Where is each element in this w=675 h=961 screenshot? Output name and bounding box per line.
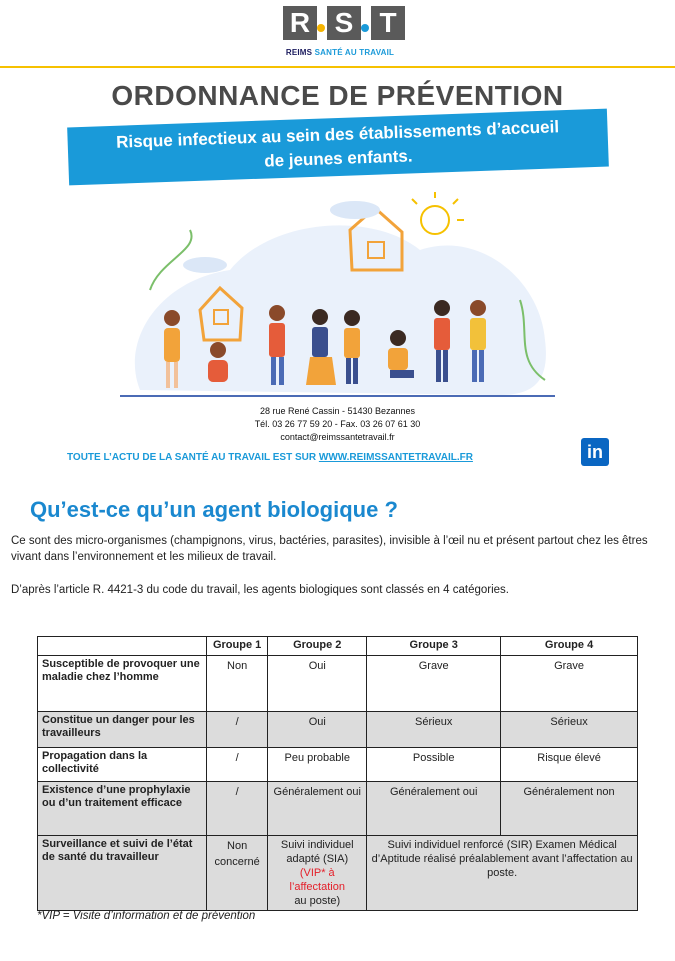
contact-address <box>0 405 675 444</box>
address-line: 28 rue René Cassin - 51430 Bezannes <box>259 406 416 416</box>
table-cell: Non <box>207 656 268 712</box>
table-cell: Grave <box>501 656 638 712</box>
table-cell: / <box>207 782 268 836</box>
table-cell: Oui <box>268 712 367 748</box>
table-cell: / <box>207 712 268 748</box>
table-row <box>38 712 638 748</box>
table-cell: Suivi individuel adapté (SIA) (VIP* à l’affectation au poste) <box>268 836 367 911</box>
page-title: ORDONNANCE DE PRÉVENTION <box>111 80 564 111</box>
table-row <box>38 748 638 782</box>
row-header: Susceptible de provoquer une maladie chez l’homme <box>38 656 207 712</box>
banner-line-1: Risque infectieux au sein des établissements d’accueil <box>115 117 560 152</box>
row-header: Propagation dans la collectivité <box>38 748 207 782</box>
table-header-cell: Groupe 3 <box>367 637 501 656</box>
logo-dot-icon <box>317 24 325 32</box>
table-cell: Risque élevé <box>501 748 638 782</box>
row-header: Surveillance et suivi de l’état de santé du travailleur <box>38 836 207 911</box>
table-row <box>38 656 638 712</box>
table-cell: Oui <box>268 656 367 712</box>
table-header-row <box>38 637 638 656</box>
children-illustration <box>120 190 555 400</box>
table-cell: Généralement non <box>501 782 638 836</box>
section-title: Qu’est-ce qu’un agent biologique ? <box>30 497 398 522</box>
table-cell: / <box>207 748 268 782</box>
table-cell: Sérieux <box>501 712 638 748</box>
phone-fax-line: Tél. 03 26 77 59 20 - Fax. 03 26 07 61 30 <box>254 419 421 429</box>
rst-logo <box>283 6 415 40</box>
biological-agents-table <box>37 636 638 911</box>
row-header: Existence d’une prophylaxie ou d’un traitement efficace <box>38 782 207 836</box>
table-cell: Généralement oui <box>367 782 501 836</box>
logo-subtitle: REIMS SANTÉ AU TRAVAIL <box>285 48 395 57</box>
definition-paragraph: Ce sont des micro-organismes (champignons, virus, bactéries, parasites), invisible à l’œil nu et présent partout chez les êtres vivant dans l’environnement et les milieux de travail. <box>11 535 648 563</box>
table-cell: Non concerné <box>207 836 268 911</box>
logo-dot-icon <box>361 24 369 32</box>
table-header-cell: Groupe 4 <box>501 637 638 656</box>
table-cell: Grave <box>367 656 501 712</box>
news-banner: TOUTE L’ACTU DE LA SANTÉ AU TRAVAIL EST SUR WWW.REIMSSANTETRAVAIL.FR <box>67 452 473 463</box>
linkedin-icon[interactable]: in <box>581 438 609 466</box>
vip-note: (VIP* à l’affectation <box>289 867 345 893</box>
table-row <box>38 836 638 911</box>
table-header-cell: Groupe 1 <box>207 637 268 656</box>
table-cell: Sérieux <box>367 712 501 748</box>
logo-letter-r: R <box>283 6 317 40</box>
table-row <box>38 782 638 836</box>
table-cell: Généralement oui <box>268 782 367 836</box>
table-cell: Peu probable <box>268 748 367 782</box>
banner-line-2: de jeunes enfants. <box>263 146 413 171</box>
footnote: *VIP = Visite d’information et de prévention <box>37 910 256 922</box>
header-logo <box>0 0 675 70</box>
header-divider <box>0 66 675 68</box>
classification-paragraph: D’après l’article R. 4421-3 du code du travail, les agents biologiques sont classés en 4 catégories. <box>11 584 509 596</box>
contact-email[interactable]: contact@reimssantetravail.fr <box>280 432 395 442</box>
table-cell: Suivi individuel renforcé (SIR) Examen Médical d’Aptitude réalisé préalablement avant l’affectation au poste. <box>367 836 638 911</box>
table-header-cell <box>38 637 207 656</box>
row-header: Constitue un danger pour les travailleurs <box>38 712 207 748</box>
table-header-cell: Groupe 2 <box>268 637 367 656</box>
logo-letter-s: S <box>327 6 361 40</box>
website-link[interactable]: WWW.REIMSSANTETRAVAIL.FR <box>318 452 473 463</box>
subtitle-banner-text <box>67 109 609 186</box>
table-cell: Possible <box>367 748 501 782</box>
logo-letter-t: T <box>371 6 405 40</box>
